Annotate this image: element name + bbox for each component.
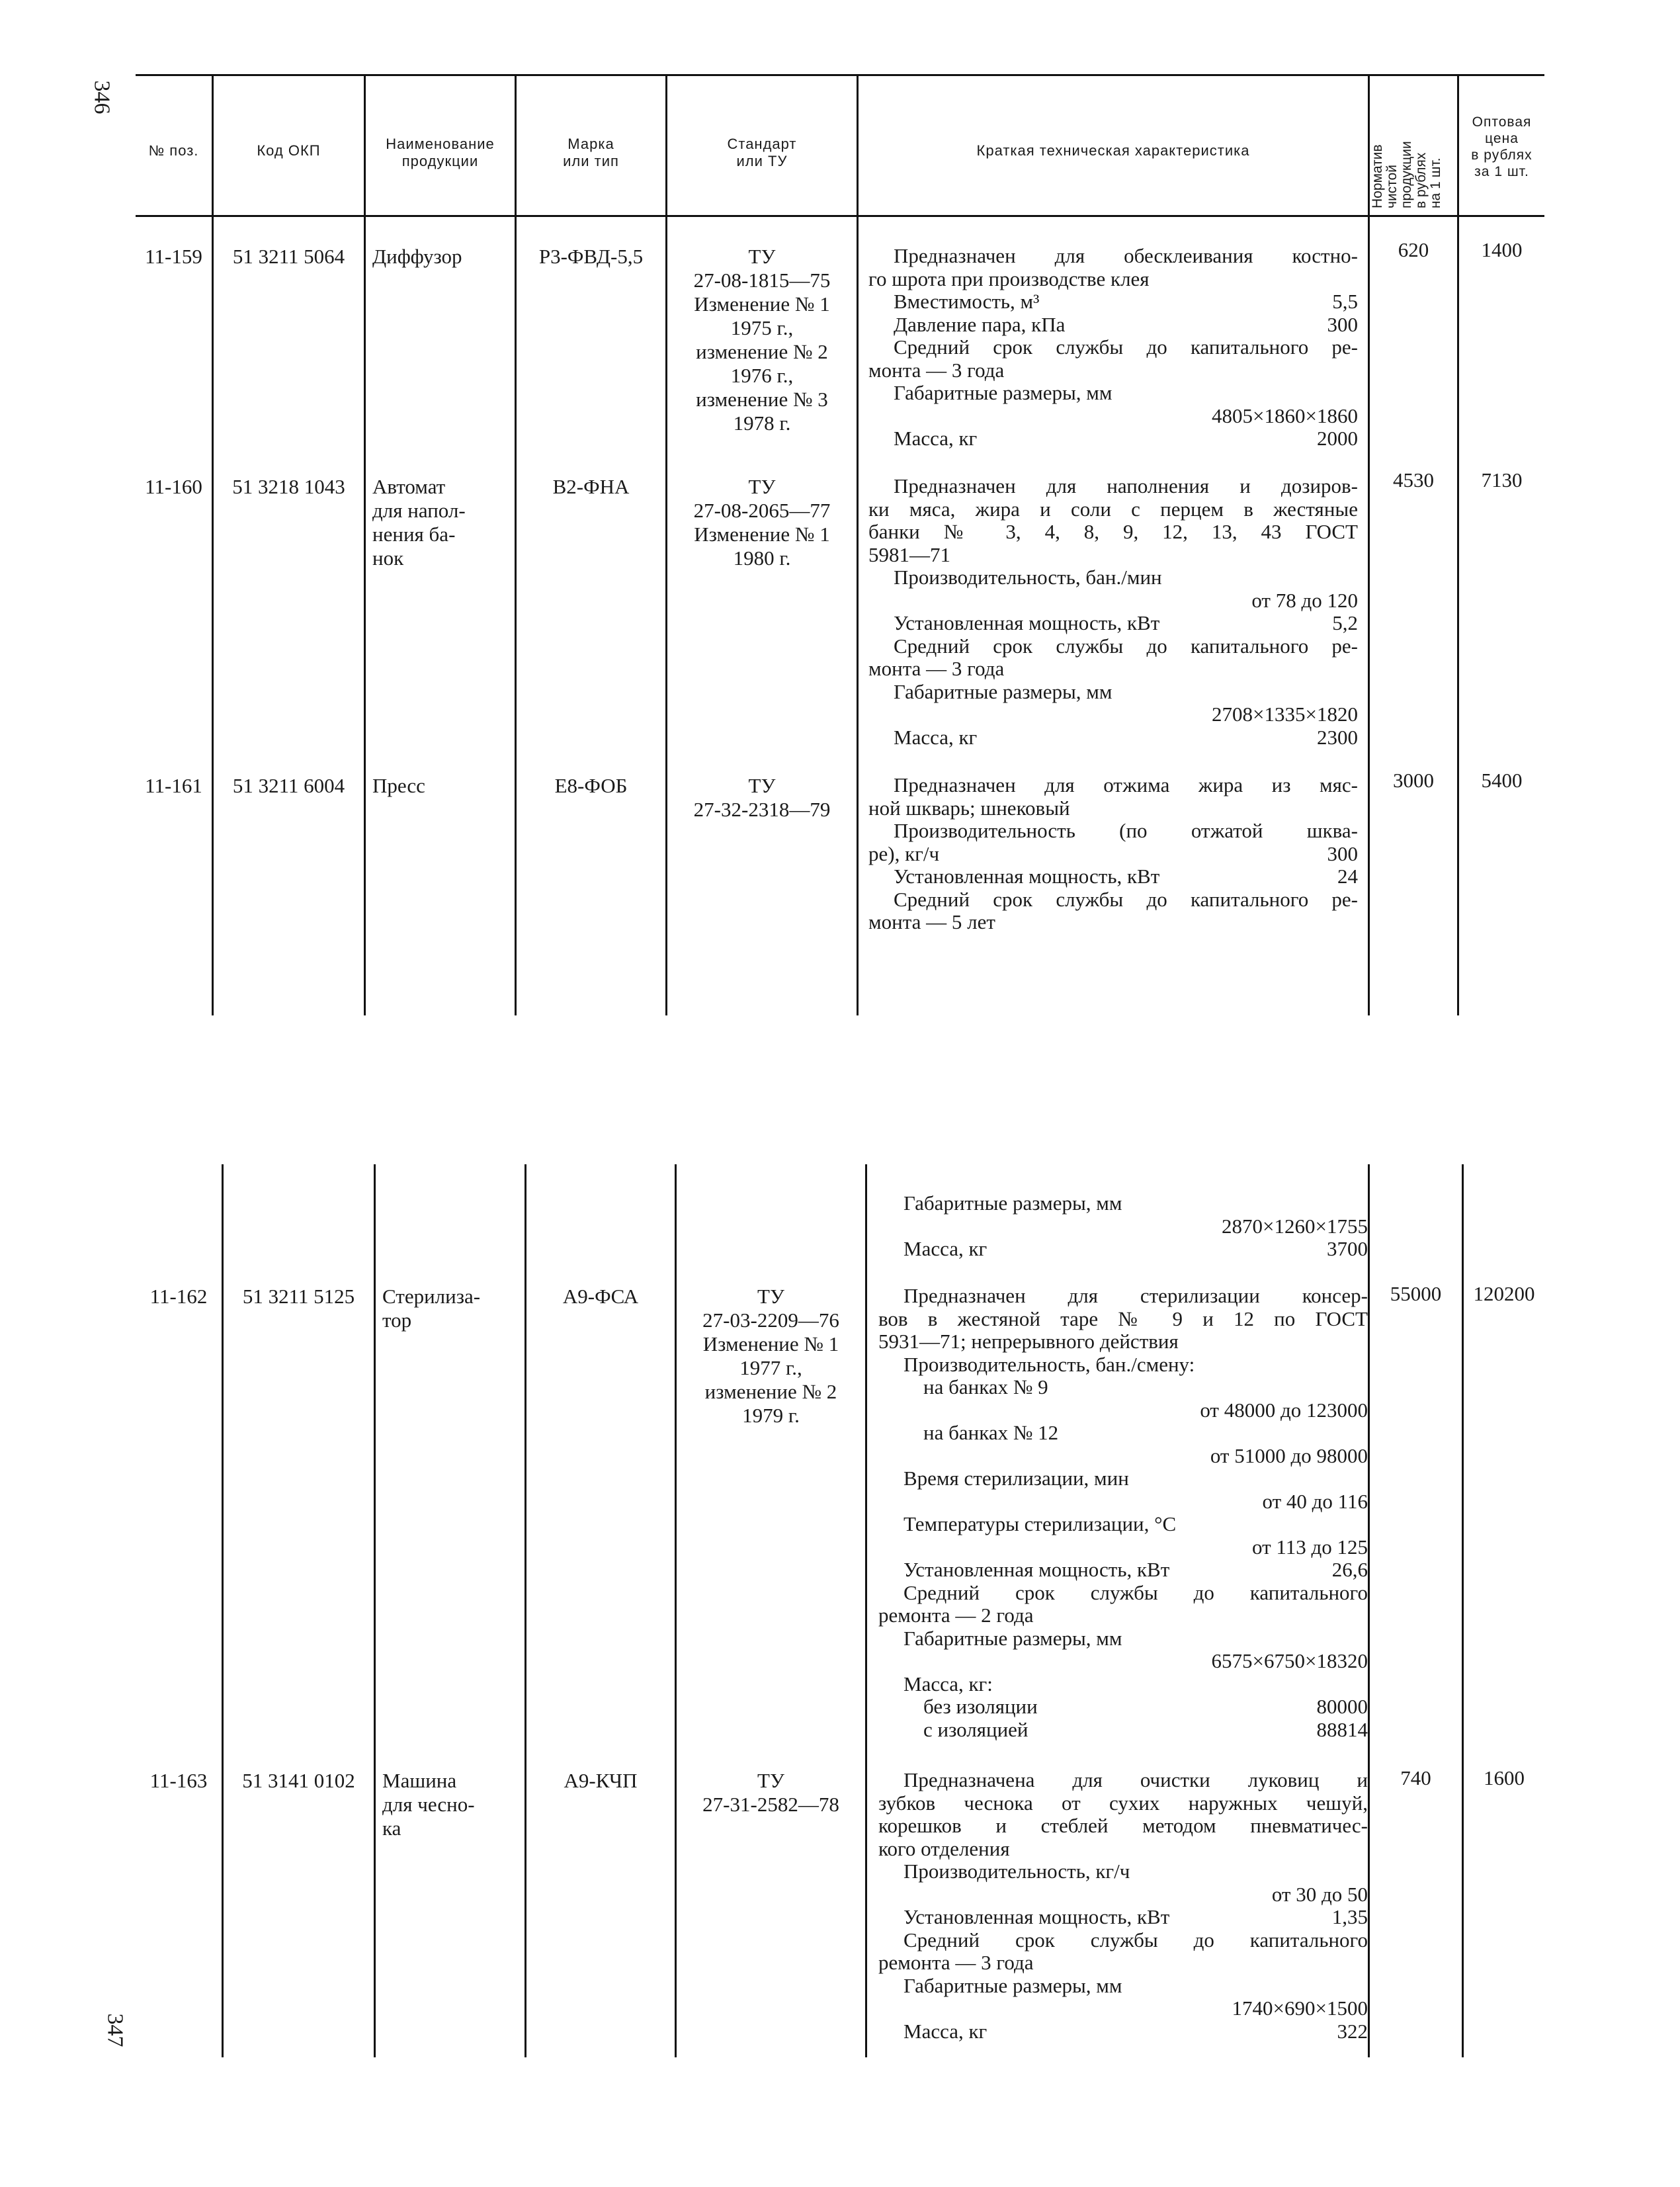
description-label: Установленная мощность, кВт (903, 1558, 1170, 1581)
description-label: Масса, кг (894, 427, 978, 450)
description-line (878, 1906, 1368, 1929)
cell-pos: 11-159 (145, 245, 202, 268)
cell-standard: ТУ 27-08-2065—77 Изменение № 1 1980 г. (693, 475, 831, 570)
description-value: 5,5 (1332, 290, 1358, 313)
col-sep (1457, 76, 1459, 1015)
description-line: монта — 3 года (868, 657, 1005, 680)
description-line (878, 2020, 1368, 2043)
description-line: зубков чеснока от сухих наружных чешуй, (878, 1791, 1368, 1815)
description-line: 2708×1335×1820 (1212, 703, 1358, 726)
description-label: Установленная мощность, кВт (894, 865, 1160, 888)
cell-standard: ТУ 27-08-1815—75 Изменение № 1 1975 г., изменение № 2 1976 г., изменение № 3 1978 г. (693, 245, 831, 435)
description-line: Средний срок службы до капитального (903, 1580, 1368, 1604)
header-description: Краткая техническая характеристика (976, 142, 1250, 159)
cell-description (868, 245, 1358, 450)
description-line: Производительность, бан./смену: (903, 1352, 1195, 1376)
col-sep (212, 76, 214, 1015)
description-line: 5981—71 (868, 542, 950, 566)
cell-norm: 740 (1400, 1766, 1431, 1789)
cell-norm: 620 (1398, 238, 1429, 261)
cell-pos: 11-162 (149, 1285, 208, 1308)
description-line: Производительность (по отжатой шква- (894, 819, 1358, 842)
description-value: 2300 (1317, 725, 1358, 749)
description-line: Средний срок службы до капитального (903, 1928, 1368, 1951)
description-line: от 40 до 116 (1262, 1489, 1368, 1513)
header-standard: Стандарт или ТУ (727, 136, 797, 169)
cell-pos: 11-160 (145, 475, 202, 498)
description-label: Масса, кг (903, 2019, 987, 2043)
header-name: Наименование продукции (386, 136, 495, 169)
cell-description (878, 1285, 1368, 1741)
description-label: Установленная мощность, кВт (894, 611, 1160, 634)
description-line (868, 314, 1358, 337)
description-line (878, 1559, 1368, 1582)
description-value: 300 (1327, 841, 1358, 865)
description-line: ремонта — 2 года (878, 1604, 1034, 1627)
description-line: Время стерилизации, мин (903, 1467, 1129, 1490)
description-value: 1,35 (1331, 1905, 1368, 1928)
rule-header-bottom (136, 215, 1544, 217)
description-value: 88814 (1316, 1717, 1368, 1741)
description-line (868, 290, 1358, 314)
description-line: монта — 5 лет (868, 910, 995, 933)
description-line: 1740×690×1500 (1232, 1996, 1368, 2020)
description-value: 26,6 (1331, 1558, 1368, 1581)
cell-price: 5400 (1481, 769, 1523, 792)
description-value: 3700 (1327, 1237, 1368, 1260)
description-line: ремонта — 3 года (878, 1951, 1034, 1974)
header-norm: Норматив чистой продукции в рублях на 1 шт. (1370, 141, 1443, 208)
description-line: ки мяса, жира и соли с перцем в жестяные (868, 497, 1358, 521)
cell-name: Машина для чесно- ка (382, 1769, 475, 1840)
page-number-bottom: 347 (103, 2013, 128, 2047)
cell-description (878, 1192, 1368, 1261)
description-line: Производительность, бан./мин (894, 566, 1162, 589)
description-line: 2870×1260×1755 (1222, 1214, 1368, 1238)
cell-description (868, 475, 1358, 749)
description-label: с изоляцией (923, 1717, 1029, 1741)
description-value: 300 (1327, 312, 1358, 336)
cell-okp: 51 3218 1043 (232, 475, 345, 498)
description-line: ной шкварь; шнековый (868, 796, 1070, 820)
header-okp: Код ОКП (257, 142, 321, 159)
cell-standard: ТУ 27-03-2209—76 Изменение № 1 1977 г., изменение № 2 1979 г. (702, 1285, 839, 1427)
cell-name: Автомат для напол- нения ба- нок (372, 475, 466, 570)
cell-price: 1600 (1484, 1766, 1525, 1789)
description-line: вов в жестяной таре № 9 и 12 по ГОСТ (878, 1307, 1368, 1330)
cell-brand: В2-ФНА (552, 475, 630, 498)
cell-standard: ТУ 27-31-2582—78 (702, 1769, 839, 1816)
description-line: от 113 до 125 (1251, 1535, 1368, 1559)
description-line (878, 1238, 1368, 1261)
description-value: 5,2 (1332, 611, 1358, 634)
page-number-top: 346 (89, 80, 114, 114)
header-price: Оптовая цена в рублях за 1 шт. (1471, 114, 1533, 179)
description-line (878, 1719, 1368, 1742)
cell-okp: 51 3141 0102 (242, 1769, 355, 1792)
cell-pos: 11-163 (149, 1769, 208, 1792)
cell-standard: ТУ 27-32-2318—79 (693, 774, 831, 821)
cell-description (878, 1769, 1368, 2043)
description-label: Вместимость, м³ (894, 290, 1040, 313)
cell-price: 7130 (1481, 468, 1523, 492)
description-line: 5931—71; непрерывного действия (878, 1330, 1179, 1353)
description-line: Габаритные размеры, мм (903, 1191, 1122, 1215)
description-line: Предназначена для очистки луковиц и (903, 1768, 1368, 1791)
col-sep (865, 1164, 867, 2057)
description-line: Габаритные размеры, мм (894, 381, 1113, 404)
description-line: Средний срок службы до капитального ре- (894, 887, 1358, 911)
description-line: кого отделения (878, 1836, 1010, 1860)
description-line: Габаритные размеры, мм (903, 1973, 1122, 1997)
description-line: Предназначен для наполнения и дозиров- (894, 474, 1358, 497)
description-line (868, 865, 1358, 888)
description-line: от 51000 до 98000 (1210, 1443, 1368, 1467)
description-value: 80000 (1316, 1695, 1368, 1718)
cell-brand: А9-КЧП (564, 1769, 638, 1792)
cell-price: 120200 (1473, 1282, 1535, 1305)
description-line: Масса, кг: (903, 1672, 993, 1695)
description-line: Габаритные размеры, мм (894, 679, 1113, 703)
description-line: корешков и стеблей методом пневматичес- (878, 1814, 1368, 1837)
cell-norm: 3000 (1393, 769, 1434, 792)
cell-okp: 51 3211 5125 (242, 1285, 355, 1308)
cell-okp: 51 3211 5064 (232, 245, 345, 268)
description-label: Масса, кг (903, 1237, 987, 1260)
description-label: Масса, кг (894, 725, 978, 749)
description-line: от 48000 до 123000 (1200, 1398, 1368, 1422)
description-label: Установленная мощность, кВт (903, 1905, 1170, 1928)
cell-name: Диффузор (372, 245, 462, 268)
description-line: на банках № 12 (923, 1421, 1059, 1444)
description-line (868, 612, 1358, 635)
col-sep (515, 76, 517, 1015)
description-line: Температуры стерилизации, °С (903, 1512, 1177, 1535)
description-line: Предназначен для отжима жира из мяс- (894, 773, 1358, 796)
col-sep (857, 76, 859, 1015)
description-line: от 78 до 120 (1251, 588, 1358, 612)
header-pos: № поз. (148, 142, 199, 159)
cell-okp: 51 3211 6004 (232, 774, 345, 797)
description-line: 6575×6750×18320 (1211, 1649, 1368, 1672)
cell-pos: 11-161 (145, 774, 202, 797)
col-sep (364, 76, 366, 1015)
description-line: Производительность, кг/ч (903, 1860, 1130, 1883)
description-line: Средний срок службы до капитального ре- (894, 634, 1358, 658)
description-line: 4805×1860×1860 (1212, 404, 1358, 427)
description-label: без изоляции (923, 1695, 1038, 1718)
description-line (868, 843, 1358, 866)
cell-brand: Е8-ФОБ (554, 774, 628, 797)
col-sep (374, 1164, 376, 2057)
cell-norm: 4530 (1393, 468, 1434, 492)
description-line: на банках № 9 (923, 1375, 1048, 1398)
cell-brand: А9-ФСА (562, 1285, 639, 1308)
cell-brand: Р3-ФВД-5,5 (538, 245, 644, 268)
description-line: Средний срок службы до капитального ре- (894, 335, 1358, 359)
rule-top (136, 74, 1544, 76)
description-label: ре), кг/ч (868, 841, 940, 865)
description-label: Давление пара, кПа (894, 312, 1066, 336)
description-line: Предназначен для стерилизации консер- (903, 1284, 1368, 1307)
description-line: Габаритные размеры, мм (903, 1626, 1122, 1650)
cell-norm: 55000 (1390, 1282, 1442, 1305)
description-value: 24 (1337, 865, 1358, 888)
description-line (868, 726, 1358, 750)
description-value: 2000 (1317, 427, 1358, 450)
description-line (868, 427, 1358, 450)
cell-name: Стерилиза- тор (382, 1285, 481, 1332)
description-line: го шрота при производстве клея (868, 267, 1150, 290)
description-line: монта — 3 года (868, 358, 1005, 382)
description-line: Предназначен для обесклеивания костно- (894, 244, 1358, 267)
description-line: банки № 3, 4, 8, 9, 12, 13, 43 ГОСТ (868, 520, 1358, 543)
cell-name: Пресс (372, 774, 425, 797)
cell-price: 1400 (1481, 238, 1523, 261)
description-value: 322 (1337, 2019, 1368, 2043)
header-brand: Марка или тип (563, 136, 619, 169)
description-line: от 30 до 50 (1271, 1882, 1368, 1906)
cell-description (868, 774, 1358, 934)
description-line (878, 1695, 1368, 1719)
col-sep (1368, 76, 1370, 1015)
